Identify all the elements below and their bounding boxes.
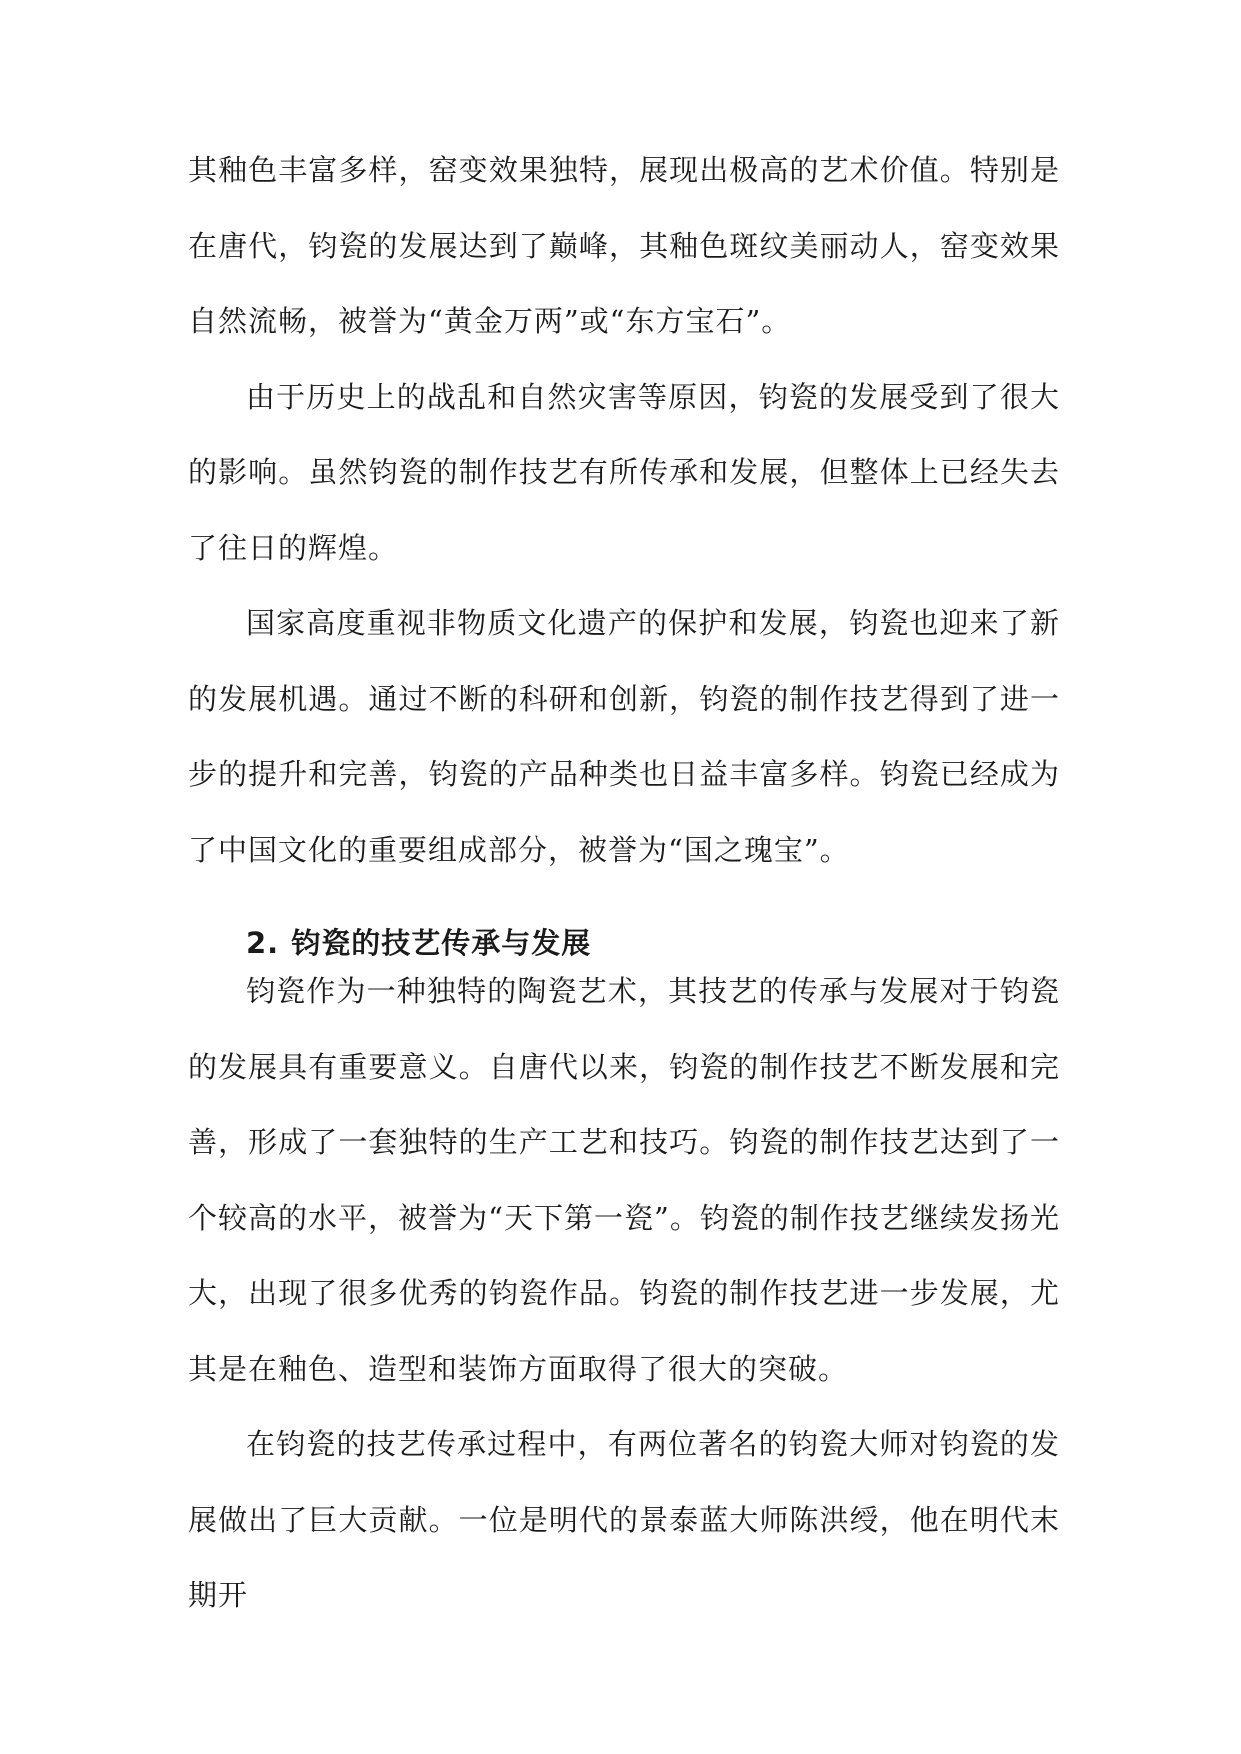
section-2-title: 钧瓷的技艺传承与发展 [291,926,592,960]
paragraph-4: 钧瓷作为一种独特的陶瓷艺术，其技艺的传承与发展对于钧瓷的发展具有重要意义。自唐代以来，钧瓷的制作技艺不断发展和完善，形成了一套独特的生产工艺和技巧。钧瓷的制作技艺达到了一个较高的水平，被誉为“天下第一瓷”。钧瓷的制作技艺继续发扬光大，出现了很多优秀的钧瓷作品。钧瓷的制作技艺进一步发展，尤其是在釉色、造型和装饰方面取得了很大的突破。 [188,974,1060,1386]
section-2-body [188,954,1060,1634]
section-1-body [188,133,1060,888]
paragraph-2: 由于历史上的战乱和自然灾害等原因，钧瓷的发展受到了很大的影响。虽然钧瓷的制作技艺有所传承和发展，但整体上已经失去了往日的辉煌。 [188,379,1060,565]
paragraph-5: 在钧瓷的技艺传承过程中，有两位著名的钧瓷大师对钧瓷的发展做出了巨大贡献。一位是明代的景泰蓝大师陈洪绶，他在明代末期开 [188,1427,1060,1612]
section-2-number: 2. [246,926,280,960]
paragraph-1: 其釉色丰富多样，窑变效果独特，展现出极高的艺术价值。特别是在唐代，钧瓷的发展达到了巅峰，其釉色斑纹美丽动人，窑变效果自然流畅，被誉为“黄金万两”或“东方宝石”。 [188,153,1060,338]
paragraph-3: 国家高度重视非物质文化遗产的保护和发展，钧瓷也迎来了新的发展机遇。通过不断的科研和创新，钧瓷的制作技艺得到了进一步的提升和完善，钧瓷的产品种类也日益丰富多样。钧瓷已经成为了中国文化的重要组成部分，被誉为“国之瑰宝”。 [188,606,1060,867]
